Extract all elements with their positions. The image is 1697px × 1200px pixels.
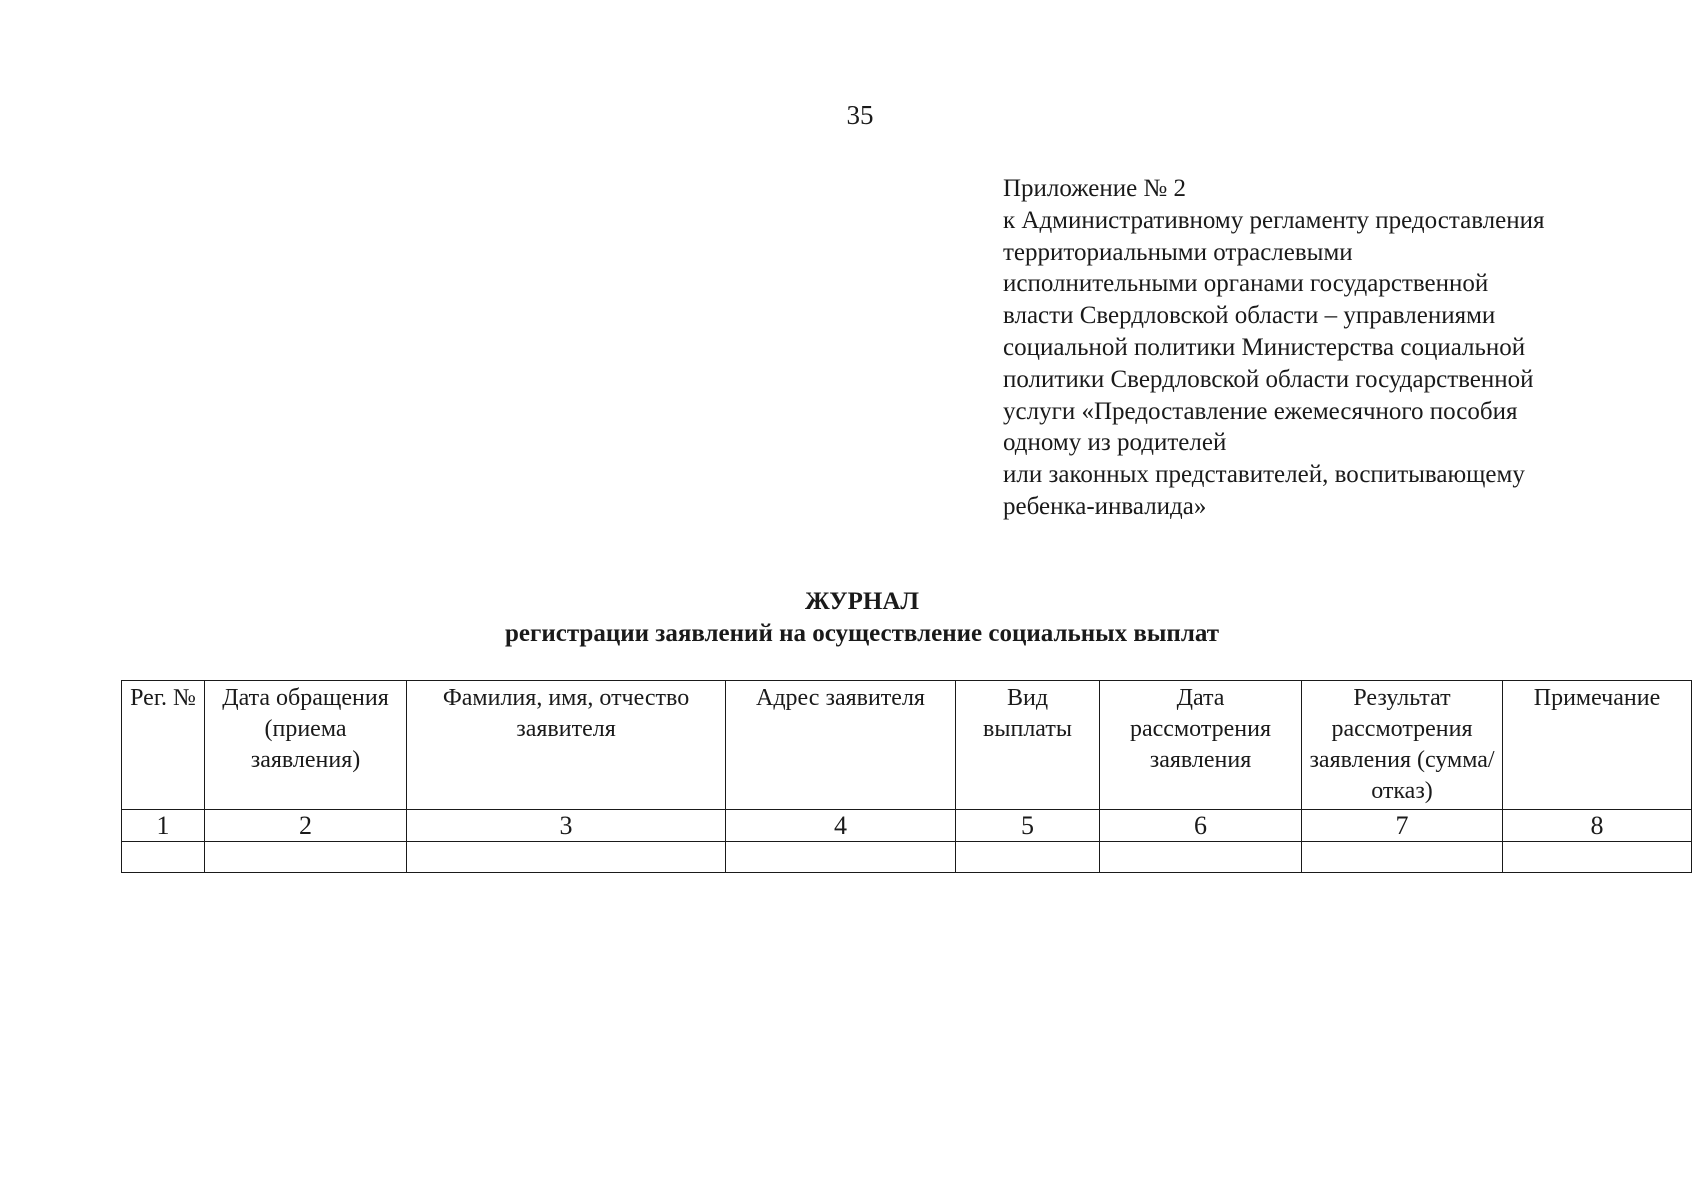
column-number-cell: 2: [205, 810, 407, 842]
column-number-cell: 5: [956, 810, 1100, 842]
appendix-line: территориальными отраслевыми: [1003, 238, 1353, 266]
journal-table: [121, 680, 1692, 873]
header-cell-applicant-name: Фамилия, имя, отчество заявителя: [407, 681, 726, 810]
appendix-line: ребенка-инвалида»: [1003, 492, 1207, 520]
column-number-cell: 6: [1100, 810, 1302, 842]
appendix-line: власти Свердловской области – управлениями: [1003, 302, 1496, 330]
empty-cell: [407, 842, 726, 873]
appendix-line: одному из родителей: [1003, 429, 1227, 457]
appendix-line: исполнительными органами государственной: [1003, 270, 1489, 298]
header-cell-review-date: Дата рассмотрения заявления: [1100, 681, 1302, 810]
empty-cell: [122, 842, 205, 873]
appendix-line: услуги «Предоставление ежемесячного пособия: [1003, 397, 1518, 425]
column-number-cell: 4: [726, 810, 956, 842]
header-cell-request-date: Дата обращения (приема заявления): [205, 681, 407, 810]
empty-cell: [1503, 842, 1692, 873]
empty-cell: [205, 842, 407, 873]
journal-heading: [0, 586, 1697, 650]
column-number-row: [122, 810, 1692, 842]
header-cell-note: Примечание: [1503, 681, 1692, 810]
appendix-line: или законных представителей, воспитывающему: [1003, 461, 1525, 489]
appendix-note: [1003, 173, 1643, 523]
appendix-line: к Административному регламенту предоставления: [1003, 206, 1545, 234]
empty-cell: [1302, 842, 1503, 873]
empty-cell: [956, 842, 1100, 873]
header-cell-applicant-address: Адрес заявителя: [726, 681, 956, 810]
empty-cell: [726, 842, 956, 873]
empty-cell: [1100, 842, 1302, 873]
journal-subtitle: регистрации заявлений на осуществление социальных выплат: [504, 620, 1219, 647]
appendix-line: социальной политики Министерства социальной: [1003, 333, 1526, 361]
header-cell-reg-number: Рег. №: [122, 681, 205, 810]
column-number-cell: 1: [122, 810, 205, 842]
empty-entry-row: [122, 842, 1692, 873]
header-row: [122, 681, 1692, 810]
appendix-line: Приложение № 2: [1003, 175, 1187, 202]
appendix-line: политики Свердловской области государственной: [1003, 365, 1534, 393]
page-number: 35: [846, 100, 874, 130]
column-number-cell: 8: [1503, 810, 1692, 842]
column-number-cell: 3: [407, 810, 726, 842]
header-cell-review-result: Результат рассмотрения заявления (сумма/отказ): [1302, 681, 1503, 810]
header-cell-payment-type: Вид выплаты: [956, 681, 1100, 810]
column-number-cell: 7: [1302, 810, 1503, 842]
journal-title: ЖУРНАЛ: [804, 588, 920, 615]
